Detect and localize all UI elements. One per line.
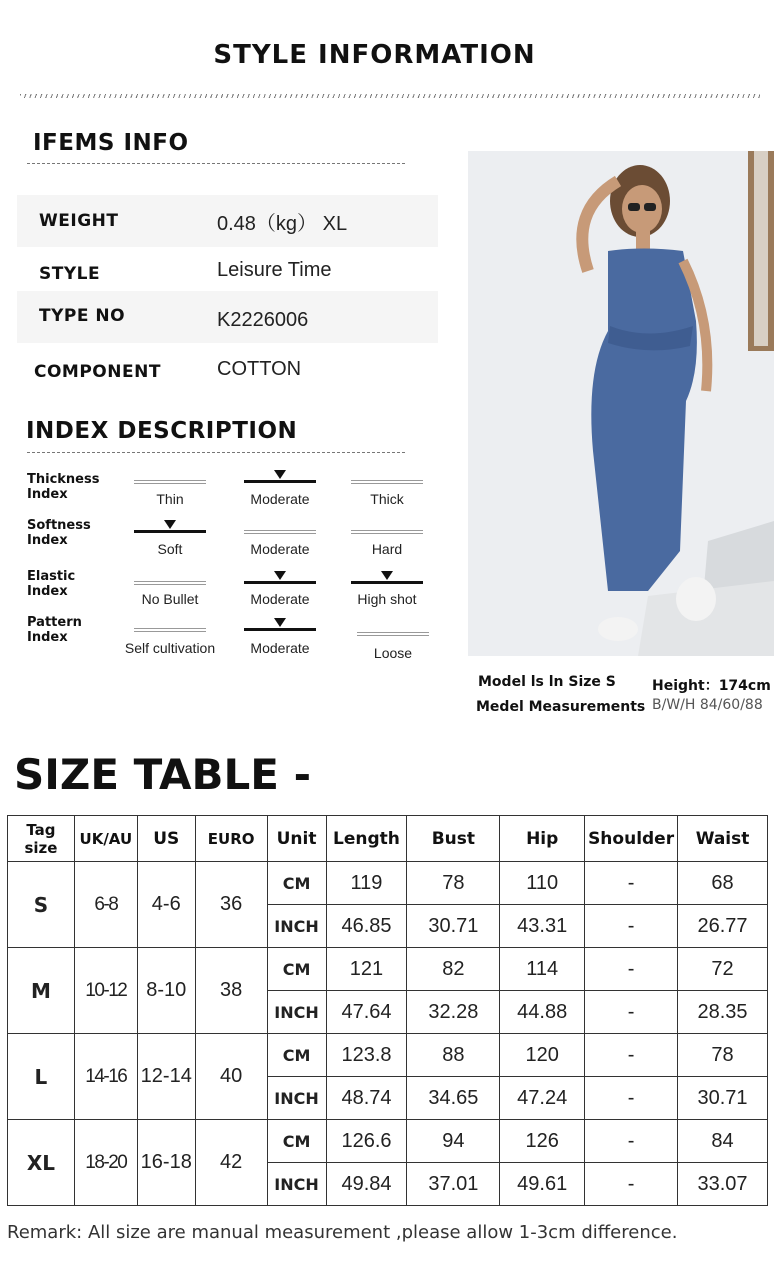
info-row-type-no [17, 291, 438, 343]
info-label: STYLE [39, 264, 101, 284]
bust-cell: 30.71 [407, 905, 500, 948]
tag-size-cell: XL [8, 1120, 75, 1206]
scale-bar [357, 632, 429, 636]
us-cell: 4-6 [137, 862, 195, 948]
info-value: COTTON [217, 357, 302, 380]
bust-cell: 78 [407, 862, 500, 905]
waist-cell: 78 [678, 1034, 768, 1077]
bust-cell: 94 [407, 1120, 500, 1163]
size-table-header [8, 816, 768, 862]
header-bust: Bust [407, 816, 500, 862]
uk-au-cell: 14-16 [74, 1034, 137, 1120]
unit-cell: INCH [267, 991, 326, 1034]
length-cell: 126.6 [326, 1120, 407, 1163]
info-row-style [17, 244, 438, 296]
info-label: WEIGHT [39, 211, 119, 231]
waist-cell: 30.71 [678, 1077, 768, 1120]
euro-cell: 40 [195, 1034, 267, 1120]
waist-cell: 68 [678, 862, 768, 905]
option-label: Loose [373, 645, 413, 661]
scale-bar-selected [244, 628, 316, 631]
info-value: K2226006 [217, 308, 309, 331]
selected-marker-icon [274, 618, 286, 627]
scale-bar [351, 480, 423, 484]
hip-cell: 47.24 [500, 1077, 585, 1120]
header-hip: Hip [500, 816, 585, 862]
header-uk-au: UK/AU [74, 816, 137, 862]
euro-cell: 38 [195, 948, 267, 1034]
bust-cell: 34.65 [407, 1077, 500, 1120]
waist-cell: 84 [678, 1120, 768, 1163]
uk-au-cell: 18-20 [74, 1120, 137, 1206]
option-label: Self cultivation [124, 640, 216, 656]
info-label: COMPONENT [34, 362, 161, 382]
waist-cell: 72 [678, 948, 768, 991]
table-row [8, 1120, 768, 1163]
waist-cell: 28.35 [678, 991, 768, 1034]
length-cell: 48.74 [326, 1077, 407, 1120]
length-cell: 47.64 [326, 991, 407, 1034]
hip-cell: 126 [500, 1120, 585, 1163]
option-label: High shot [357, 591, 417, 607]
hip-cell: 43.31 [500, 905, 585, 948]
unit-cell: CM [267, 862, 326, 905]
unit-cell: INCH [267, 1077, 326, 1120]
option-label: Moderate [250, 541, 310, 557]
size-table-title: SIZE TABLE - [14, 750, 312, 799]
info-value: 0.48（kg） XL [217, 212, 348, 235]
index-description-heading: INDEX DESCRIPTION [26, 418, 298, 444]
shoulder-cell: - [585, 991, 678, 1034]
info-label: TYPE NO [39, 306, 126, 326]
selected-marker-icon [274, 571, 286, 580]
page-title: STYLE INFORMATION [213, 40, 536, 70]
option-label: Soft [157, 541, 183, 557]
header-waist: Waist [678, 816, 768, 862]
tag-size-cell: M [8, 948, 75, 1034]
scale-bar [351, 530, 423, 534]
header-tag-size: Tag size [8, 816, 75, 862]
length-cell: 49.84 [326, 1163, 407, 1206]
scale-bar-selected [351, 581, 423, 584]
items-info-heading: IFEMS INFO [33, 130, 189, 156]
header-shoulder: Shoulder [585, 816, 678, 862]
shoulder-cell: - [585, 1163, 678, 1206]
tag-size-cell: L [8, 1034, 75, 1120]
model-photo [468, 151, 774, 656]
scale-bar-selected [244, 480, 316, 483]
euro-cell: 42 [195, 1120, 267, 1206]
bust-cell: 82 [407, 948, 500, 991]
hip-cell: 110 [500, 862, 585, 905]
bust-cell: 37.01 [407, 1163, 500, 1206]
header-us: US [137, 816, 195, 862]
header-length: Length [326, 816, 407, 862]
shoulder-cell: - [585, 862, 678, 905]
option-label: Thin [156, 491, 184, 507]
model-bwh: B/W/H 84/60/88 [652, 697, 763, 713]
scale-bar [134, 628, 206, 632]
option-label: Moderate [250, 640, 310, 656]
thickness-index-label: Thickness Index [27, 472, 100, 502]
items-info-divider [27, 163, 405, 164]
selected-marker-icon [274, 470, 286, 479]
hip-cell: 120 [500, 1034, 585, 1077]
size-table [7, 815, 768, 1206]
option-label: No Bullet [141, 591, 199, 607]
euro-cell: 36 [195, 862, 267, 948]
option-label: Moderate [250, 591, 310, 607]
scale-bar-selected [244, 581, 316, 584]
selected-marker-icon [381, 571, 393, 580]
unit-cell: INCH [267, 905, 326, 948]
shoulder-cell: - [585, 1034, 678, 1077]
bust-cell: 88 [407, 1034, 500, 1077]
elastic-index-label: Elastic Index [27, 569, 76, 599]
waist-cell: 33.07 [678, 1163, 768, 1206]
table-row [8, 862, 768, 905]
option-label: Hard [371, 541, 403, 557]
bust-cell: 32.28 [407, 991, 500, 1034]
uk-au-cell: 10-12 [74, 948, 137, 1034]
shoulder-cell: - [585, 948, 678, 991]
waist-cell: 26.77 [678, 905, 768, 948]
model-height: Height：174cm [652, 678, 771, 694]
length-cell: 121 [326, 948, 407, 991]
shoulder-cell: - [585, 1077, 678, 1120]
shoulder-cell: - [585, 905, 678, 948]
remark-note: Remark: All size are manual measurement ,please allow 1-3cm difference. [7, 1222, 678, 1243]
hip-cell: 114 [500, 948, 585, 991]
us-cell: 16-18 [137, 1120, 195, 1206]
softness-index-label: Softness Index [27, 518, 91, 548]
option-label: Moderate [250, 491, 310, 507]
length-cell: 119 [326, 862, 407, 905]
info-row-weight [17, 195, 438, 247]
us-cell: 8-10 [137, 948, 195, 1034]
index-description-divider [27, 452, 405, 453]
selected-marker-icon [164, 520, 176, 529]
hip-cell: 49.61 [500, 1163, 585, 1206]
us-cell: 12-14 [137, 1034, 195, 1120]
model-measurements-label: Medel Measurements [476, 699, 646, 715]
scale-bar [134, 581, 206, 585]
scale-bar-selected [134, 530, 206, 533]
scale-bar [134, 480, 206, 484]
hip-cell: 44.88 [500, 991, 585, 1034]
pattern-index-label: Pattern Index [27, 615, 82, 645]
table-row [8, 948, 768, 991]
shoulder-cell: - [585, 1120, 678, 1163]
unit-cell: CM [267, 1034, 326, 1077]
model-illustration [468, 151, 774, 656]
length-cell: 46.85 [326, 905, 407, 948]
tag-size-cell: S [8, 862, 75, 948]
uk-au-cell: 6-8 [74, 862, 137, 948]
header-euro: EURO [195, 816, 267, 862]
unit-cell: INCH [267, 1163, 326, 1206]
table-row [8, 1034, 768, 1077]
info-row-component [14, 343, 435, 395]
scale-bar [244, 530, 316, 534]
header-divider [20, 94, 760, 98]
length-cell: 123.8 [326, 1034, 407, 1077]
option-label: Thick [370, 491, 404, 507]
unit-cell: CM [267, 1120, 326, 1163]
model-size-text: Model ls ln Size S [478, 674, 616, 690]
info-value: Leisure Time [217, 258, 332, 281]
header-unit: Unit [267, 816, 326, 862]
unit-cell: CM [267, 948, 326, 991]
